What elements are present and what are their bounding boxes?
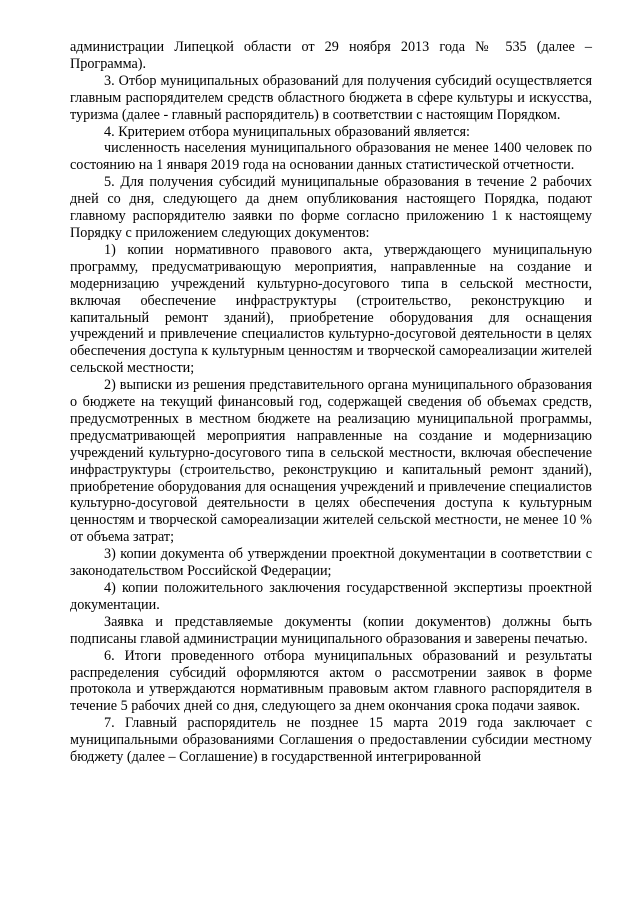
list-item-3: 3) копии документа об утверждении проектной документации в соответствии с законодательством Российской Федерации; xyxy=(70,546,592,580)
list-item-2: 2) выписки из решения представительного органа муниципального образования о бюджете на текущий финансовый год, содержащей сведения об объемах средств, предусмотренных в местном бюджете на реализацию муниципальной программы, предусматривающей мероприятия направленные на создание и модернизацию учреждений культурно-досугового типа в сельской местности, включая обеспечение инфраструктуры (строительство, реконструкцию и капитальный ремонт зданий), приобретение оборудования для оснащения учреждений и привлечение специалистов культурно-досуговой деятельности в целях обеспечения доступа к культурным ценностям и творческой самореализации жителей сельской местности, не менее 10 % от объема затрат; xyxy=(70,377,592,546)
document-body xyxy=(70,39,592,766)
paragraph-3: 3. Отбор муниципальных образований для получения субсидий осуществляется главным распорядителем средств областного бюджета в сфере культуры и искусства, туризма (далее - главный распорядитель) в соответствии с настоящим Порядком. xyxy=(70,72,592,123)
list-item-1: 1) копии нормативного правового акта, утверждающего муниципальную программу, предусматривающую мероприятия, направленные на создание и модернизацию учреждений культурно-досугового типа в сельской местности, включая обеспечение инфраструктуры (строительство, реконструкцию и капитальный ремонт зданий), приобретение оборудования для оснащения учреждений и привлечение специалистов культурно-досуговой деятельности в целях обеспечения доступа к культурным ценностям и творческой самореализации жителей сельской местности; xyxy=(70,241,592,377)
paragraph-5: 5. Для получения субсидий муниципальные образования в течение 2 рабочих дней со дня, следующего да днем опубликования настоящего Порядка, подают главному распорядителю заявки по форме согласно приложению 1 к настоящему Порядку с приложением следующих документов: xyxy=(70,174,592,241)
paragraph-signature-requirement: Заявка и представляемые документы (копии документов) должны быть подписаны главой администрации муниципального образования и заверены печатью. xyxy=(70,613,592,647)
paragraph-7: 7. Главный распорядитель не позднее 15 марта 2019 года заключает с муниципальными образованиями Соглашения о предоставлении субсидии местному бюджету (далее – Соглашение) в государственной интегрированной xyxy=(70,715,592,766)
paragraph-program-ref: администрации Липецкой области от 29 ноября 2013 года № 535 (далее – Программа). xyxy=(70,39,592,72)
paragraph-4-criterion: численность населения муниципального образования не менее 1400 человек по состоянию на 1 января 2019 года на основании данных статистической отчетности. xyxy=(70,140,592,174)
list-item-4: 4) копии положительного заключения государственной экспертизы проектной документации. xyxy=(70,580,592,613)
paragraph-4: 4. Критерием отбора муниципальных образований является: xyxy=(104,123,470,140)
paragraph-6: 6. Итоги проведенного отбора муниципальных образований и результаты распределения субсидий оформляются актом о рассмотрении заявок в форме протокола и утверждаются нормативным правовым актом главного распорядителя в течение 5 рабочих дней со дня, следующего за днем окончания срока подачи заявок. xyxy=(70,647,592,715)
